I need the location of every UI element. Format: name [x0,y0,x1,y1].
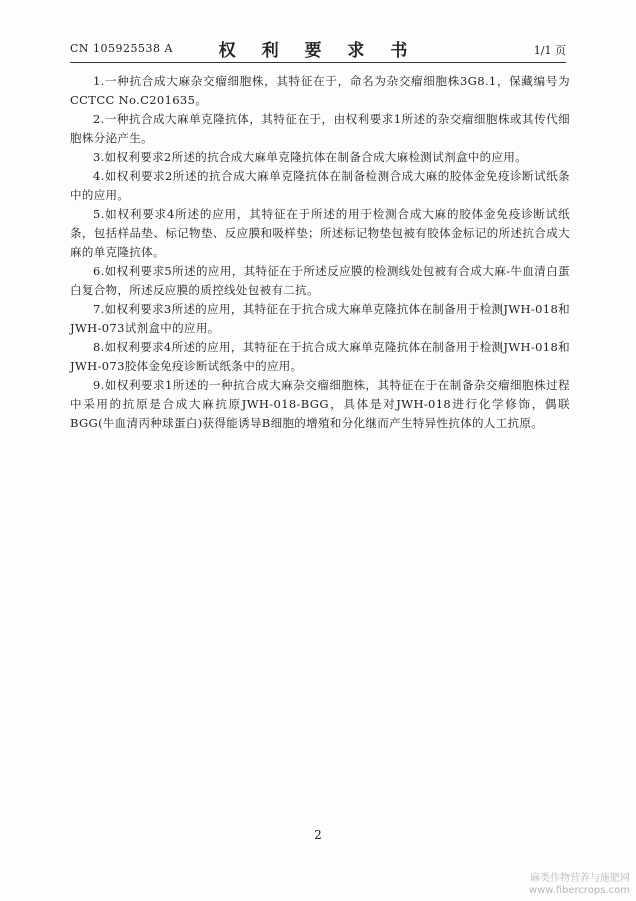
watermark [529,873,630,897]
claim-3: 3.如权利要求2所述的抗合成大麻单克隆抗体在制备合成大麻检测试剂盒中的应用。 [93,150,528,164]
claim-8: 8.如权利要求4所述的应用，其特征在于抗合成大麻单克隆抗体在制备用于检测JWH-018和JWH-073胶体金免疫诊断试纸条中的应用。 [70,340,570,373]
claim-6: 6.如权利要求5所述的应用，其特征在于所述反应膜的检测线处包被有合成大麻-牛血清白蛋白复合物，所述反应膜的质控线处包被有二抗。 [70,264,570,297]
claim-5: 5.如权利要求4所述的应用，其特征在于所述的用于检测合成大麻的胶体金免疫诊断试纸条，包括样品垫、标记物垫、反应膜和吸样垫；所述标记物垫包被有胶体金标记的所述抗合成大麻的单克隆抗体。 [70,207,570,259]
claim-2: 2.一种抗合成大麻单克隆抗体，其特征在于，由权利要求1所述的杂交瘤细胞株或其传代细胞株分泌产生。 [70,112,570,145]
watermark-url: www.fibercrops.com [528,885,630,896]
claims-list [70,72,570,433]
page-count: 1/1 页 [533,44,566,57]
claim-1: 1.一种抗合成大麻杂交瘤细胞株，其特征在于，命名为杂交瘤细胞株3G8.1，保藏编号为CCTCC No.C201635。 [70,74,570,107]
header-divider [70,62,566,63]
claim-9: 9.如权利要求1所述的一种抗合成大麻杂交瘤细胞株，其特征在于在制备杂交瘤细胞株过程中采用的抗原是合成大麻抗原JWH-018-BGG，具体是对JWH-018进行化学修饰，偶联BGG(牛血清丙种球蛋白)获得能诱导B细胞的增殖和分化继而产生特异性抗体的人工抗原。 [70,378,570,430]
page-number: 2 [314,828,322,842]
document-number: CN 105925538 A [70,42,173,55]
claim-7: 7.如权利要求3所述的应用，其特征在于抗合成大麻单克隆抗体在制备用于检测JWH-018和JWH-073试剂盒中的应用。 [70,302,570,335]
watermark-site-name: 麻类作物营养与施肥网 [530,873,630,884]
claim-4: 4.如权利要求2所述的抗合成大麻单克隆抗体在制备检测合成大麻的胶体金免疫诊断试纸条中的应用。 [70,169,570,202]
page-header [70,36,566,60]
document-title: 权 利 要 求 书 [218,41,418,61]
